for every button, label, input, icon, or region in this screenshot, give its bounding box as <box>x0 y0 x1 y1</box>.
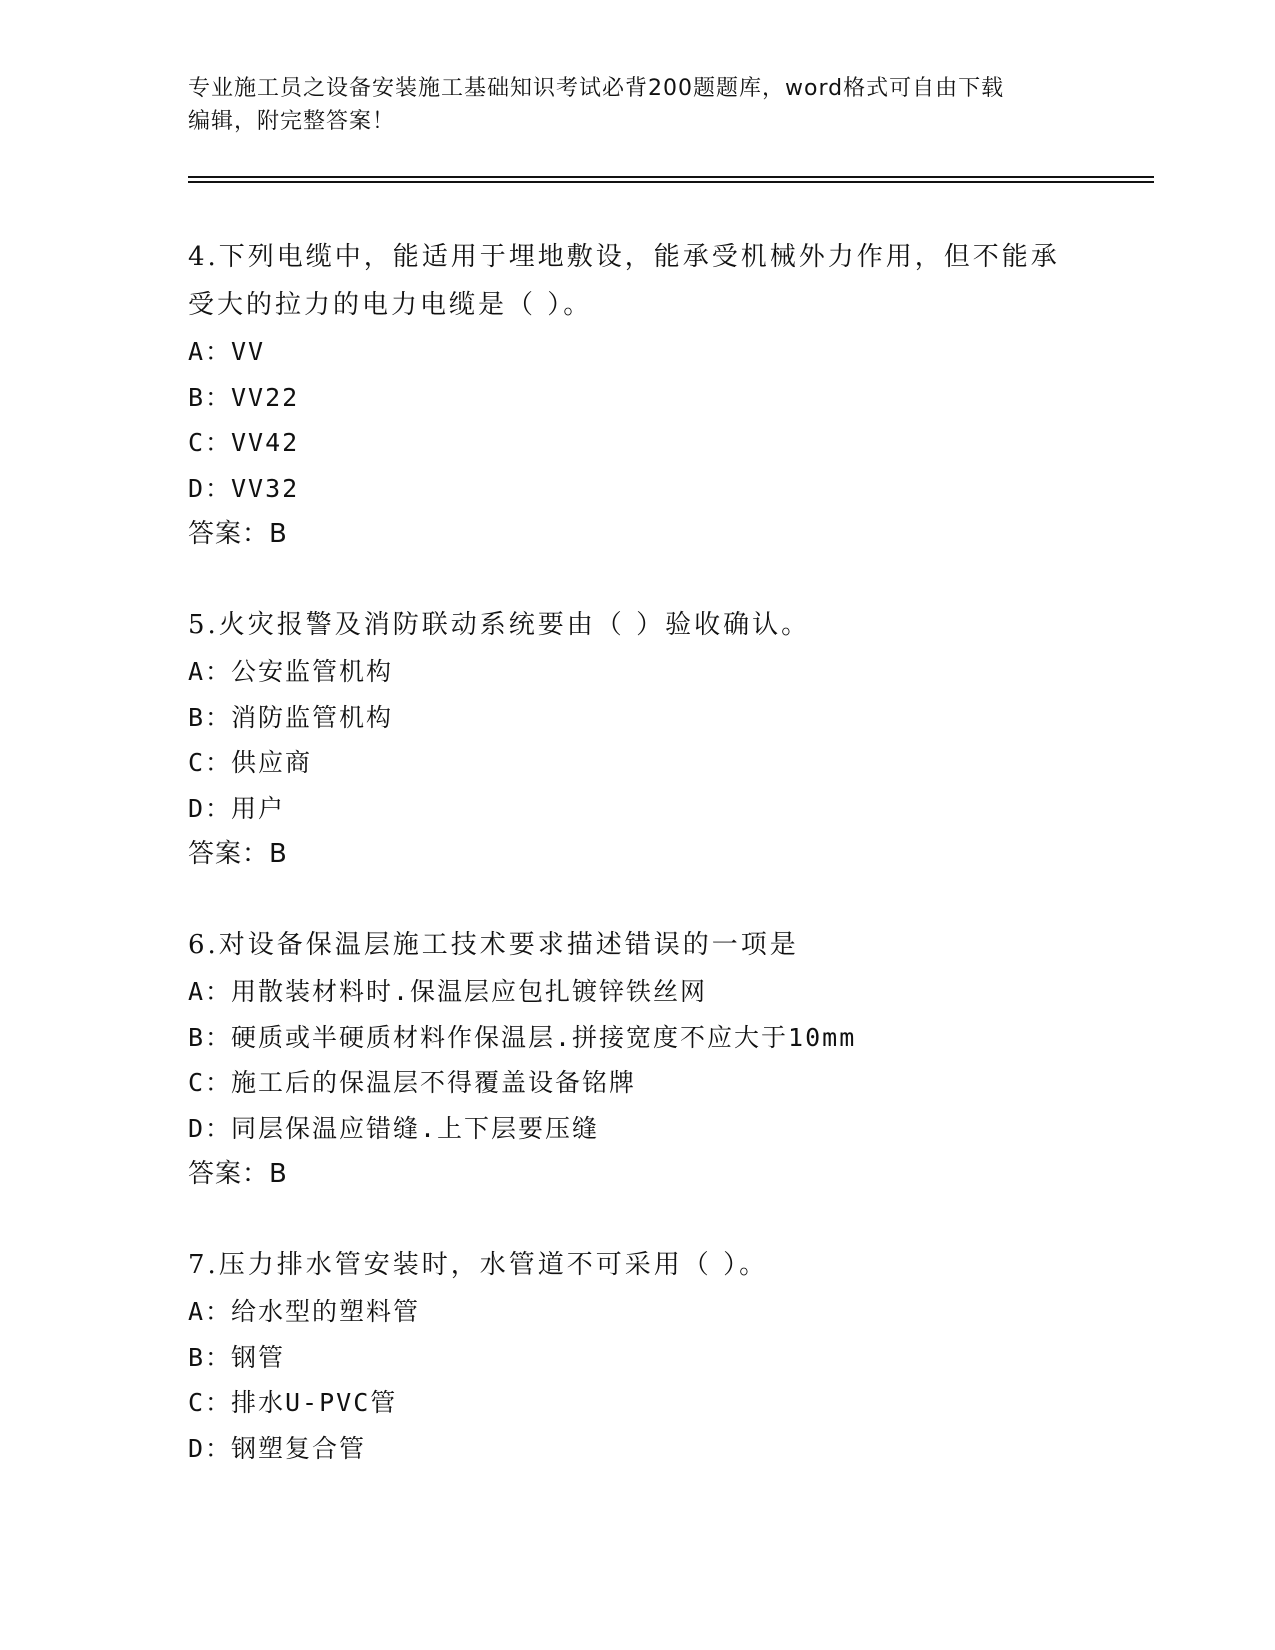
question-text: 7.压力排水管安装时，水管道不可采用（ ）。 <box>188 1250 769 1280</box>
option-letter: B： <box>188 382 233 412</box>
answer-text: 答案：B <box>188 519 288 549</box>
option-text: 钢管 <box>231 1342 286 1372</box>
question-text: 5.火灾报警及消防联动系统要由（ ）验收确认。 <box>188 610 811 640</box>
answer-text: 答案：B <box>188 839 288 869</box>
question-text: 6.对设备保温层施工技术要求描述错误的一项是 <box>188 930 799 960</box>
question-list <box>188 233 1088 1515</box>
question-item <box>188 601 1088 877</box>
option-c <box>188 1380 1088 1426</box>
option-letter: D： <box>188 1113 233 1143</box>
option-letter: A： <box>188 1297 233 1326</box>
option-letter: C： <box>188 748 233 777</box>
option-text: 用户 <box>231 793 286 823</box>
option-b <box>188 695 1088 741</box>
header-line-2: 编辑，附完整答案！ <box>188 109 396 134</box>
option-text: 钢塑复合管 <box>231 1433 367 1463</box>
header-line-1: 专业施工员之设备安装施工基础知识考试必背200题题库，word格式可自由下载 <box>188 76 1005 101</box>
question-text: 4.下列电缆中，能适用于埋地敷设，能承受机械外力作用，但不能承受大的拉力的电力电缆是（ ）。 <box>188 242 1060 320</box>
option-text: 硬质或半硬质材料作保温层.拼接宽度不应大于10mm <box>231 1022 857 1052</box>
option-c <box>188 1060 1088 1106</box>
option-a <box>188 969 1088 1015</box>
option-text: 同层保温应错缝.上下层要压缝 <box>231 1113 600 1143</box>
option-text: VV42 <box>231 428 300 457</box>
option-letter: D： <box>188 1433 233 1463</box>
option-d <box>188 1106 1088 1152</box>
option-a <box>188 1289 1088 1335</box>
header-divider-bottom <box>188 181 1154 183</box>
option-letter: D： <box>188 793 233 823</box>
question-item <box>188 233 1088 557</box>
option-text: 用散装材料时.保温层应包扎镀锌铁丝网 <box>231 977 708 1006</box>
question-item <box>188 921 1088 1197</box>
option-text: 公安监管机构 <box>231 657 394 686</box>
option-letter: B： <box>188 1022 233 1052</box>
option-c <box>188 740 1088 786</box>
option-b <box>188 1015 1088 1061</box>
option-text: VV32 <box>231 473 300 503</box>
option-text: VV22 <box>231 382 300 412</box>
option-c <box>188 420 1088 466</box>
option-a <box>188 649 1088 695</box>
document-header <box>188 72 1088 138</box>
option-b <box>188 375 1088 421</box>
option-letter: A： <box>188 657 233 686</box>
option-letter: B： <box>188 702 233 732</box>
option-letter: C： <box>188 428 233 457</box>
option-text: 施工后的保温层不得覆盖设备铭牌 <box>231 1068 637 1097</box>
option-letter: D： <box>188 473 233 503</box>
option-d <box>188 1426 1088 1472</box>
option-d <box>188 786 1088 832</box>
header-divider-top <box>188 176 1154 178</box>
option-letter: A： <box>188 337 233 366</box>
option-b <box>188 1335 1088 1381</box>
option-letter: B： <box>188 1342 233 1372</box>
option-letter: C： <box>188 1388 233 1417</box>
option-letter: A： <box>188 977 233 1006</box>
option-text: VV <box>231 337 266 366</box>
option-text: 排水U-PVC管 <box>231 1388 398 1417</box>
option-text: 供应商 <box>231 748 313 777</box>
option-a <box>188 329 1088 375</box>
option-letter: C： <box>188 1068 233 1097</box>
question-item <box>188 1241 1088 1471</box>
option-text: 给水型的塑料管 <box>231 1297 421 1326</box>
answer-text: 答案：B <box>188 1159 288 1189</box>
option-text: 消防监管机构 <box>231 702 394 732</box>
option-d <box>188 466 1088 512</box>
